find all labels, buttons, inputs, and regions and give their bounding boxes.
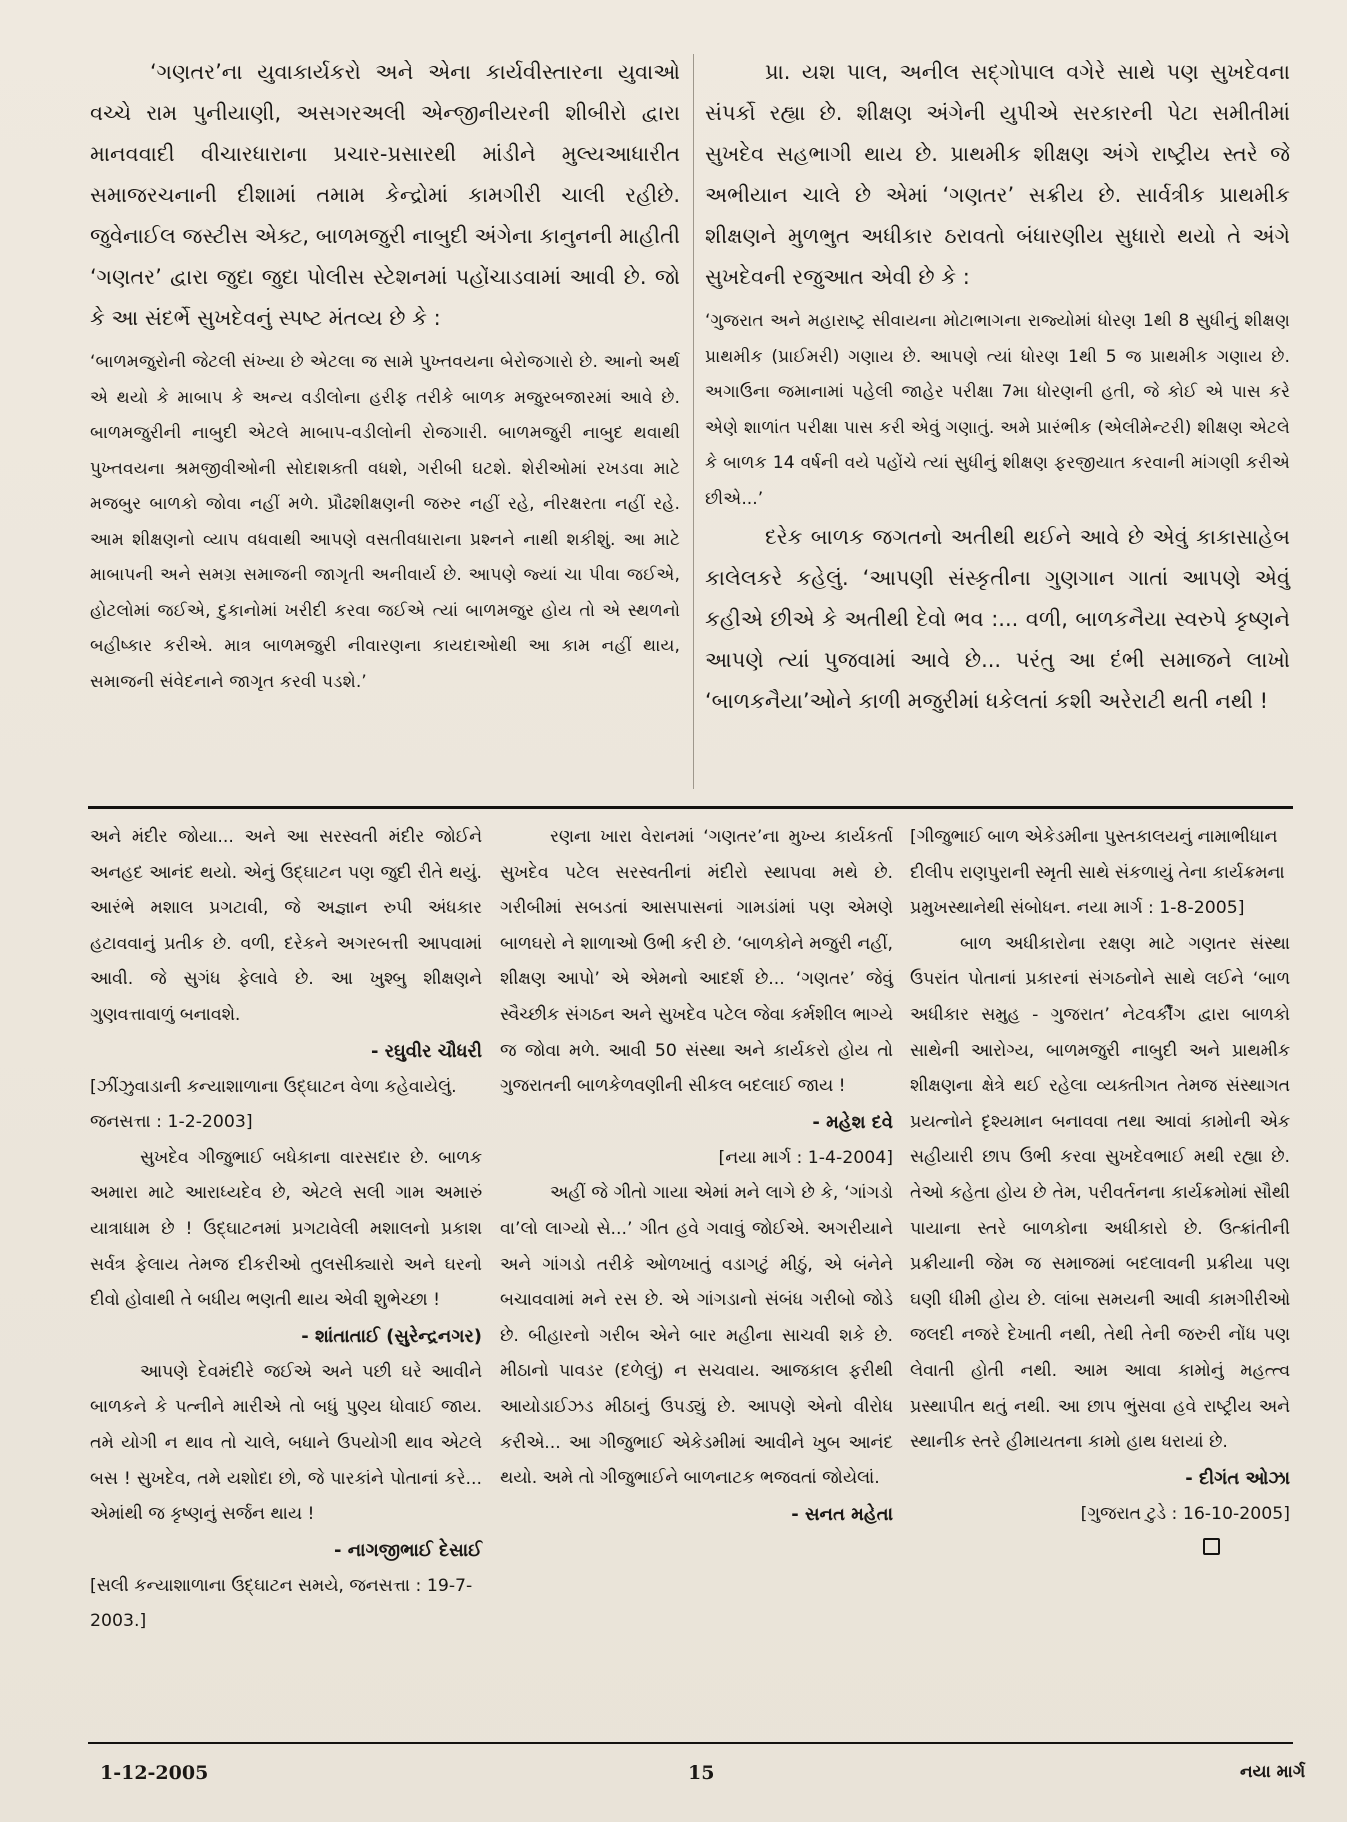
page-number: 15 bbox=[688, 1762, 715, 1784]
magazine-name: નયા માર્ગ bbox=[1240, 1762, 1306, 1782]
paragraph: સુખદેવ ગીજુભાઈ બધેકાના વારસદાર છે. બાળક અમારા માટે આરાધ્યદેવ છે, એટલે સલી ગામ અમારું યાત્રાધામ છે ! ઉદ્ઘાટનમાં પ્રગટાવેલી મશાલનો પ્રકાશ સર્વત્ર ફેલાય તેમજ દીકરીઓ તુલસીક્યારો અને ઘરનો દીવો હોવાથી તે બધીય ભણતી થાય એવી શુભેચ્છા ! bbox=[90, 1147, 482, 1311]
paragraph: પ્રા. યશ પાલ, અનીલ સદ્ગોપાલ વગેરે સાથે પણ સુખદેવના સંપર્કો રહ્યા છે. શીક્ષણ અંગેની યુપીએ સરકારની પેટા સમીતીમાં સુખદેવ સહભાગી થાય છે. પ્રાથમીક શીક્ષણ અંગે રાષ્ટ્રીય સ્તરે જે અભીયાન ચાલે છે એમાં ‘ગણતર’ સક્રીય છે. સાર્વત્રીક પ્રાથમીક શીક્ષણને મુળભુત અધીકાર ઠરાવતો બંધારણીય સુધારો થયો તે અંગે સુખદેવની રજુઆત એવી છે કે : bbox=[705, 60, 1290, 289]
author-signature: - રઘુવીર ચૌધરી bbox=[370, 1040, 482, 1062]
source-citation: [ગીજુભાઈ બાળ એકેડમીના પુસ્તકાલયનું નામાભીધાન દીલીપ રાણપુરાની સ્મૃતી સાથે સંકળાયું તેના કાર્યક્રમના પ્રમુખસ્થાનેથી સંબોધન. નયા માર્ગ : 1-8-2005] bbox=[910, 827, 1285, 919]
source-citation: [ઝીંઝુવાડાની કન્યાશાળાના ઉદ્ઘાટન વેળા કહેવાયેલું. જનસત્તા : 1-2-2003] bbox=[90, 1076, 457, 1133]
top-left-column bbox=[90, 52, 680, 700]
end-of-article-mark bbox=[1203, 1538, 1220, 1555]
paragraph: આપણે દેવમંદીરે જઈએ અને પછી ઘરે આવીને બાળકને કે પત્નીને મારીએ તો બધું પુણ્ય ધોવાઈ જાય. તમે યોગી ન થાવ તો ચાલે, બધાને ઉપયોગી થાવ એટલે બસ ! સુખદેવ, તમે યશોદા છો, જે પારકાંને પોતાનાં કરે... એમાંથી જ કૃષ્ણનું સર્જન થાય ! bbox=[90, 1361, 482, 1525]
paragraph: અને મંદીર જોયા... અને આ સરસ્વતી મંદીર જોઈને અનહદ આનંદ થયો. એનું ઉદ્ઘાટન પણ જુદી રીતે થયું. આરંભે મશાલ પ્રગટાવી, જે અજ્ઞાન રુપી અંધકાર હટાવવાનું પ્રતીક છે. વળી, દરેકને અગરબત્તી આપવામાં આવી. જે સુગંધ ફેલાવે છે. આ ખુશ્બુ શીક્ષણને ગુણવત્તાવાળું બનાવશે. bbox=[90, 827, 482, 1025]
block-quote: ‘ગુજરાત અને મહારાષ્ટ્ર સીવાયના મોટાભાગના રાજ્યોમાં ધોરણ 1થી 8 સુધીનું શીક્ષણ પ્રાથમીક (પ્રાઈમરી) ગણાય છે. આપણે ત્યાં ધોરણ 1થી 5 જ પ્રાથમીક ગણાય છે. અગાઉના જમાનામાં પહેલી જાહેર પરીક્ષા 7મા ધોરણની હતી, જે કોઈ એ પાસ કરે એણે શાળાંત પરીક્ષા પાસ કરી એવું ગણાતું. અમે પ્રારંભીક (એલીમેન્ટરી) શીક્ષણ એટલે કે બાળક 14 વર્ષની વયે પહોંચે ત્યાં સુધીનું શીક્ષણ ફરજીયાત કરવાની માંગણી કરીએ છીએ...’ bbox=[705, 311, 1290, 509]
footer-rule bbox=[88, 1742, 1293, 1744]
section-divider bbox=[88, 806, 1293, 809]
bottom-column-3 bbox=[910, 820, 1290, 1555]
author-signature: - દીગંત ઓઝા bbox=[1185, 1467, 1290, 1489]
author-signature: - નાગજીભાઈ દેસાઈ bbox=[334, 1539, 482, 1561]
issue-date: 1-12-2005 bbox=[100, 1762, 209, 1784]
paragraph: બાળ અધીકારોના રક્ષણ માટે ગણતર સંસ્થા ઉપરાંત પોતાનાં પ્રકારનાં સંગઠનોને સાથે લઈને ‘બાળ અધીકાર સમુહ - ગુજરાત’ નેટવર્કીંગ દ્વારા બાળકો સાથેની આરોગ્ય, બાળમજુરી નાબુદી અને પ્રાથમીક શીક્ષણના ક્ષેત્રે થઈ રહેલા વ્યક્તીગત તેમજ સંસ્થાગત પ્રયત્નોને દૃશ્યમાન બનાવવા તથા આવાં કામોની એક સહીયારી છાપ ઉભી કરવા સુખદેવભાઈ મથી રહ્યા છે. તેઓ કહેતા હોય છે તેમ, પરીવર્તનના કાર્યક્રમોમાં સૌથી પાયાના સ્તરે બાળકોના અધીકારો છે. ઉત્ક્રાંતીની પ્રક્રીયાની જેમ જ સમાજમાં બદલાવની પ્રક્રીયા પણ ઘણી ધીમી હોય છે. લાંબા સમયની આવી કામગીરીઓ જલદી નજરે દેખાતી નથી, તેથી તેની જરુરી નોંધ પણ લેવાતી હોતી નથી. આમ આવા કામોનું મહત્ત્વ પ્રસ્થાપીત થતું નથી. આ છાપ ભુંસવા હવે રાષ્ટ્રીય અને સ્થાનીક સ્તરે હીમાયતના કામો હાથ ધરાયાં છે. bbox=[910, 933, 1290, 1453]
paragraph: અહીં જે ગીતો ગાયા એમાં મને લાગે છે કે, ‘ગાંગડો વા’લો લાગ્યો સે...’ ગીત હવે ગવાવું જોઈએ. અગરીયાને અને ગાંગડો તરીકે ઓળખાતું વડાગટું મીઠું, એ બંનેને બચાવવામાં મને રસ છે. એ ગાંગડાનો સંબંધ ગરીબો જોડે છે. બીહારનો ગરીબ એને બાર મહીના સાચવી શકે છે. મીઠાનો પાવડર (દળેલું) ન સચવાય. આજકાલ ફરીથી આયોડાઈઝડ મીઠાનું ઉપડ્યું છે. આપણે એનો વીરોધ કરીએ... આ ગીજુભાઈ એકેડમીમાં આવીને ખુબ આનંદ થયો. અમે તો ગીજુભાઈને બાળનાટક ભજવતાં જોયેલાં. bbox=[500, 1183, 893, 1489]
source-citation: [નયા માર્ગ : 1-4-2004] bbox=[718, 1147, 893, 1168]
bottom-column-2 bbox=[500, 820, 893, 1533]
bottom-column-1 bbox=[90, 820, 482, 1640]
paragraph: ‘ગણતર’ના યુવાકાર્યકરો અને એના કાર્યવીસ્તારના યુવાઓ વચ્ચે રામ પુનીયાણી, અસગરઅલી એન્જીનીયરની શીબીરો દ્વારા માનવવાદી વીચારધારાના પ્રચાર-પ્રસારથી માંડીને મુલ્યઆધારીત સમાજરચનાની દીશામાં તમામ કેન્દ્રોમાં કામગીરી ચાલી રહીછે. જુવેનાઈલ જસ્ટીસ એક્ટ, બાળમજુરી નાબુદી અંગેના કાનુનની માહીતી ‘ગણતર’ દ્વારા જુદા જુદા પોલીસ સ્ટેશનમાં પહોંચાડવામાં આવી છે. જો કે આ સંદર્ભે સુખદેવનું સ્પષ્ટ મંતવ્ય છે કે : bbox=[90, 60, 680, 330]
paragraph: રણના ખારા વેરાનમાં ‘ગણતર’ના મુખ્ય કાર્યકર્તા સુખદેવ પટેલ સરસ્વતીનાં મંદીરો સ્થાપવા મથે છે. ગરીબીમાં સબડતાં આસપાસનાં ગામડાંમાં પણ એમણે બાળઘરો ને શાળાઓ ઉભી કરી છે. ‘બાળકોને મજુરી નહીં, શીક્ષણ આપો’ એ એમનો આદર્શ છે... ‘ગણતર’ જેવું સ્વૈચ્છીક સંગઠન અને સુખદેવ પટેલ જેવા કર્મશીલ ભાગ્યે જ જોવા મળે. આવી 50 સંસ્થા અને કાર્યકરો હોય તો ગુજરાતની બાળકેળવણીની સીકલ બદલાઈ જાય ! bbox=[500, 827, 893, 1097]
column-divider bbox=[693, 54, 694, 789]
top-right-column bbox=[705, 52, 1290, 722]
source-citation: [સલી કન્યાશાળાના ઉદ્ઘાટન સમયે, જનસત્તા : 19-7-2003.] bbox=[90, 1575, 473, 1632]
author-signature: - મહેશ દવે bbox=[812, 1111, 893, 1133]
author-signature: - શાંતાતાઈ (સુરેન્દ્રનગર) bbox=[301, 1325, 482, 1347]
author-signature: - સનત મહેતા bbox=[791, 1503, 893, 1525]
block-quote: ‘બાળમજુરોની જેટલી સંખ્યા છે એટલા જ સામે પુખ્તવયના બેરોજગારો છે. આનો અર્થ એ થયો કે માબાપ કે અન્ય વડીલોના હરીફ તરીકે બાળક મજુરબજારમાં આવે છે. બાળમજુરીની નાબુદી એટલે માબાપ-વડીલોની રોજગારી. બાળમજુરી નાબુદ થવાથી પુખ્તવયના શ્રમજીવીઓની સોદાશક્તી વધશે, ગરીબી ઘટશે. શેરીઓમાં રખડવા માટે મજબુર બાળકો જોવા નહીં મળે. પ્રૌઢશીક્ષણની જરુર નહીં રહે, નીરક્ષરતા નહીં રહે. આમ શીક્ષણનો વ્યાપ વધવાથી આપણે વસતીવધારાના પ્રશ્નને નાથી શકીશું. આ માટે માબાપની અને સમગ્ર સમાજની જાગૃતી અનીવાર્ય છે. આપણે જ્યાં ચા પીવા જઈએ, હોટલોમાં જઈએ, દુકાનોમાં ખરીદી કરવા જઈએ ત્યાં બાળમજુર હોય તો એ સ્થળનો બહીષ્કાર કરીએ. માત્ર બાળમજુરી નીવારણના કાયદાઓથી આ કામ નહીં થાય, સમાજની સંવેદનાને જાગૃત કરવી પડશે.’ bbox=[90, 352, 680, 692]
paragraph: દરેક બાળક જગતનો અતીથી થઈને આવે છે એવું કાકાસાહેબ કાલેલકરે કહેલું. ‘આપણી સંસ્કૃતીના ગુણગાન ગાતાં આપણે એવું કહીએ છીએ કે અતીથી દેવો ભવ :... વળી, બાળકનૈયા સ્વરુપે કૃષ્ણને આપણે ત્યાં પુજવામાં આવે છે... પરંતુ આ દંભી સમાજને લાખો ‘બાળકનૈયા’ઓને કાળી મજુરીમાં ધકેલતાં કશી અરેરાટી થતી નથી ! bbox=[705, 525, 1290, 713]
source-citation: [ગુજરાત ટુડે : 16-10-2005] bbox=[1080, 1503, 1290, 1524]
